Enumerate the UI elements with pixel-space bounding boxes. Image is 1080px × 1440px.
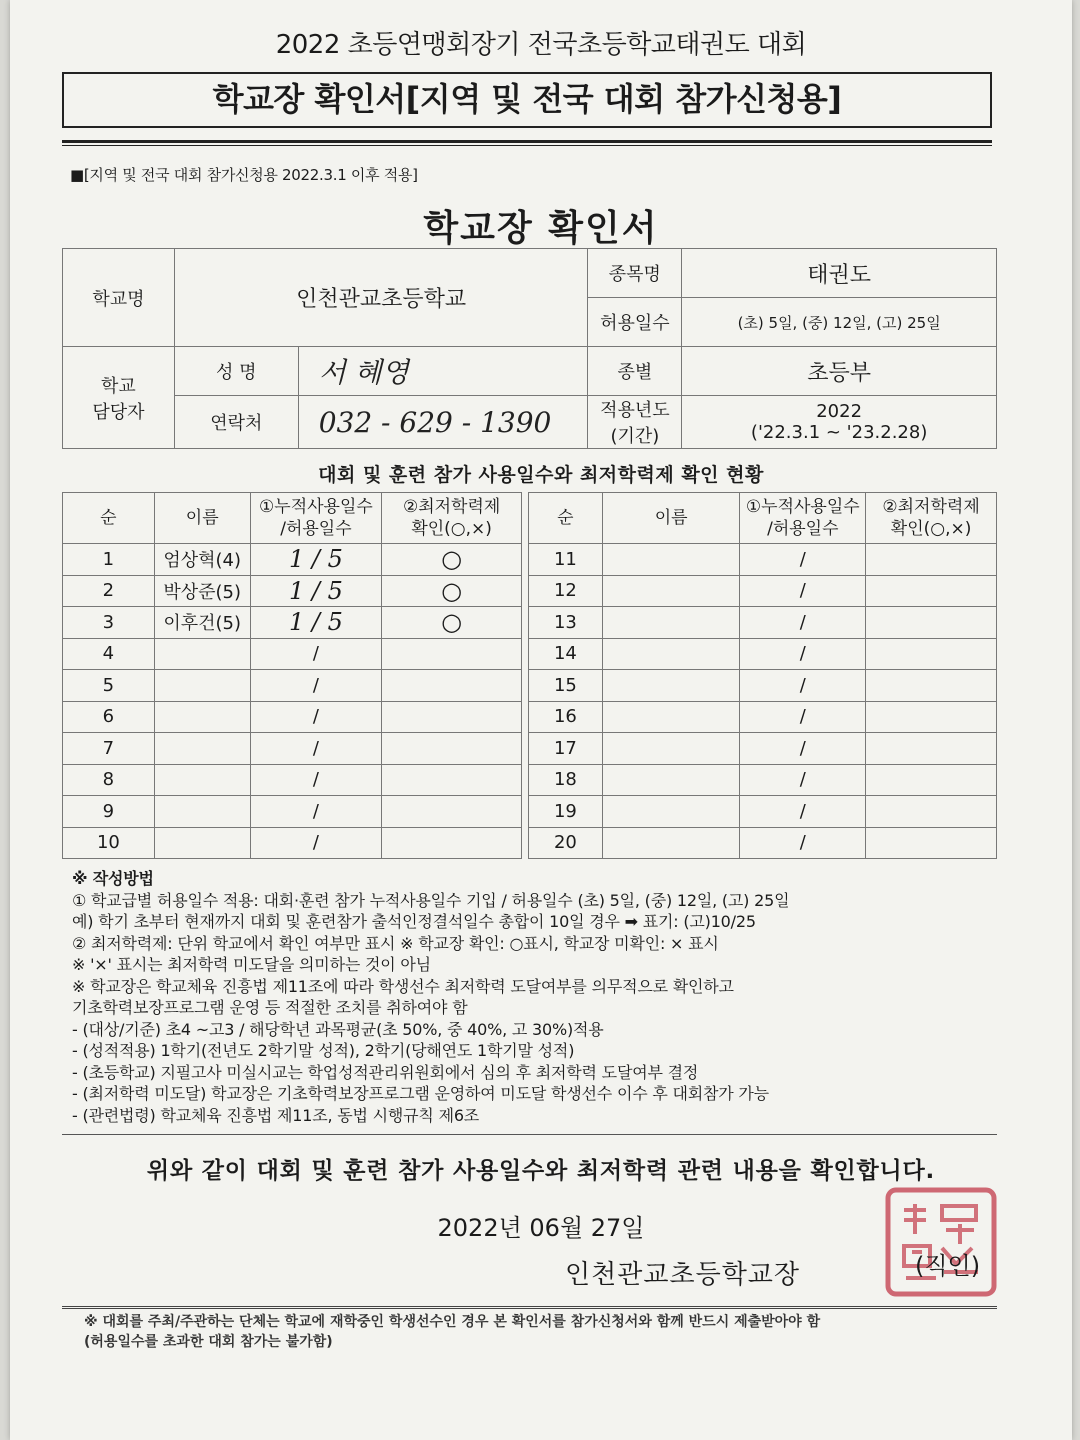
student-name [602, 670, 740, 702]
year-label-line2: (기간) [610, 426, 660, 447]
days-used: / [250, 670, 382, 702]
row-number: 3 [63, 607, 155, 639]
instruction-line: - (초등학교) 지필고사 미실시교는 학업성적관리위원회에서 심의 후 최저학력 도달여부 결정 [72, 1062, 699, 1082]
divider [62, 145, 992, 146]
min-achievement-check: ○ [382, 607, 522, 639]
year-cell [682, 396, 997, 449]
school-info-table [62, 248, 997, 449]
column-gap [522, 544, 529, 576]
instruction-line: - (성적적용) 1학기(전년도 2학기말 성적), 2학기(당해연도 1학기말 성적) [72, 1041, 575, 1060]
instruction-line: ※ 학교장은 학교체육 진흥법 제11조에 따라 학생선수 최저학력 도달여부를 의무적으로 확인하고 [72, 976, 734, 996]
instruction-line: - (대상/기준) 초4 ~고3 / 해당학년 과목평균(초 50%, 중 40%, 고 30%)적용 [72, 1019, 604, 1039]
row-number: 11 [528, 544, 602, 576]
min-achievement-check [866, 796, 997, 828]
instructions [72, 868, 1032, 1126]
row-number: 17 [528, 733, 602, 765]
column-gap [522, 670, 529, 702]
table-row [63, 764, 997, 796]
row-number: 19 [528, 796, 602, 828]
document-page [10, 0, 1072, 1440]
student-name [602, 638, 740, 670]
row-number: 4 [63, 638, 155, 670]
year-value: 2022 [816, 401, 863, 422]
row-number: 10 [63, 827, 155, 859]
min-achievement-check [382, 764, 522, 796]
days-used: 1 / 5 [250, 607, 382, 639]
instruction-line: ① 학교급별 허용일수 적용: 대회·훈련 참가 누적사용일수 기입 / 허용일수 (초) 5일, (중) 12일, (고) 25일 [72, 890, 790, 910]
column-gap [522, 607, 529, 639]
staff-label-line1: 학교 [101, 375, 136, 397]
days-used: / [740, 670, 866, 702]
student-name [602, 764, 740, 796]
row-number: 18 [528, 764, 602, 796]
column-gap [522, 733, 529, 765]
min-achievement-check [382, 701, 522, 733]
apply-note: ■[지역 및 전국 대회 참가신청용 2022.3.1 이후 적용] [70, 166, 418, 184]
min-achievement-check [866, 638, 997, 670]
row-number: 6 [63, 701, 155, 733]
footer-note [84, 1312, 1014, 1352]
days-used: / [250, 638, 382, 670]
student-name [154, 764, 250, 796]
divider [62, 140, 992, 143]
col-name: 이름 [154, 493, 250, 544]
issue-date: 2022년 06월 27일 [437, 1214, 645, 1242]
min-achievement-check [866, 701, 997, 733]
col-name: 이름 [602, 493, 740, 544]
days-used: 1 / 5 [250, 544, 382, 576]
days-used: / [740, 701, 866, 733]
min-achievement-check [382, 638, 522, 670]
confirmation-statement: 위와 같이 대회 및 훈련 참가 사용일수와 최저학력 관련 내용을 확인합니다. [146, 1158, 936, 1184]
min-achievement-check [382, 733, 522, 765]
table-row [63, 796, 997, 828]
table-row [63, 638, 997, 670]
division-label: 종별 [588, 347, 682, 396]
student-name [154, 670, 250, 702]
col-days [740, 493, 866, 544]
allowed-days-value: (초) 5일, (중) 12일, (고) 25일 [682, 298, 997, 347]
student-name [602, 544, 740, 576]
row-number: 20 [528, 827, 602, 859]
event-label: 종목명 [588, 249, 682, 298]
days-used: 1 / 5 [250, 575, 382, 607]
table-title: 대회 및 훈련 참가 사용일수와 최저학력제 확인 현황 [318, 464, 764, 486]
table-row [63, 544, 997, 576]
row-number: 16 [528, 701, 602, 733]
days-used: / [740, 607, 866, 639]
principal-name: 인천관교초등학교장 [565, 1260, 801, 1290]
year-label [588, 396, 682, 449]
min-achievement-check: ○ [382, 544, 522, 576]
contact-label: 연락처 [174, 396, 298, 449]
column-gap [522, 796, 529, 828]
col-days-line2: /허용일수 [767, 519, 839, 539]
days-used: / [250, 733, 382, 765]
student-name [602, 701, 740, 733]
table-row [63, 607, 997, 639]
column-gap [522, 638, 529, 670]
contact-handwritten: 032 - 629 - 1390 [298, 396, 588, 449]
student-name [602, 796, 740, 828]
student-name: 박상준(5) [154, 575, 250, 607]
document-title: 학교장 확인서 [423, 208, 659, 249]
seal-label: (직인) [915, 1252, 981, 1280]
min-achievement-check [866, 575, 997, 607]
instruction-line: ※ '×' 표시는 최저학력 미도달을 의미하는 것이 아님 [72, 955, 431, 974]
row-number: 5 [63, 670, 155, 702]
event-value: 태권도 [682, 249, 997, 298]
table-row [63, 701, 997, 733]
student-name [602, 733, 740, 765]
staff-label [63, 347, 175, 449]
table-row [63, 733, 997, 765]
days-used: / [740, 827, 866, 859]
row-number: 13 [528, 607, 602, 639]
staff-label-line2: 담당자 [92, 401, 145, 423]
col-min-line2: 확인(○,×) [890, 519, 972, 539]
row-number: 7 [63, 733, 155, 765]
student-name [602, 827, 740, 859]
days-used: / [250, 827, 382, 859]
min-achievement-check: ○ [382, 575, 522, 607]
days-used: / [250, 701, 382, 733]
min-achievement-check [866, 670, 997, 702]
competition-title: 2022 초등연맹회장기 전국초등학교태권도 대회 [275, 30, 807, 60]
column-gap [522, 764, 529, 796]
days-used: / [740, 575, 866, 607]
student-name: 엄상혁(4) [154, 544, 250, 576]
footer-line-1: ※ 대회를 주최/주관하는 단체는 학교에 재학중인 학생선수인 경우 본 확인서를 참가신청서와 함께 반드시 제출받아야 함 [84, 1314, 821, 1330]
main-title: 학교장 확인서[지역 및 전국 대회 참가신청용] [62, 72, 992, 128]
table-row [63, 575, 997, 607]
days-used: / [740, 733, 866, 765]
student-name [602, 607, 740, 639]
min-achievement-check [382, 827, 522, 859]
student-name [154, 827, 250, 859]
instruction-line: ② 최저학력제: 단위 학교에서 확인 여부만 표시 ※ 학교장 확인: ○표시, 학교장 미확인: × 표시 [72, 933, 719, 953]
column-gap [522, 701, 529, 733]
days-used: / [740, 764, 866, 796]
row-number: 8 [63, 764, 155, 796]
min-achievement-check [382, 670, 522, 702]
row-number: 14 [528, 638, 602, 670]
col-days-line1: ①누적사용일수 [259, 497, 373, 517]
division-value: 초등부 [682, 347, 997, 396]
participation-table [62, 492, 997, 859]
days-used: / [740, 796, 866, 828]
school-name: 인천관교초등학교 [174, 249, 588, 347]
official-seal-icon [882, 1186, 1000, 1300]
col-min-line1: ②최저학력제 [402, 497, 501, 517]
col-min [382, 493, 522, 544]
col-days-line1: ①누적사용일수 [745, 497, 860, 517]
divider [62, 1306, 997, 1309]
row-number: 9 [63, 796, 155, 828]
instruction-line: 기초학력보장프로그램 운영 등 적절한 조치를 취하여야 함 [72, 998, 468, 1017]
student-name: 이후건(5) [154, 607, 250, 639]
col-days [250, 493, 382, 544]
row-number: 1 [63, 544, 155, 576]
column-gap [522, 827, 529, 859]
col-no: 순 [528, 493, 602, 544]
col-no: 순 [63, 493, 155, 544]
min-achievement-check [866, 607, 997, 639]
period-value: ('22.3.1 ~ '23.2.28) [750, 422, 928, 443]
col-days-line2: /허용일수 [280, 519, 352, 539]
instruction-line: - (최저학력 미도달) 학교장은 기초학력보장프로그램 운영하여 미도달 학생선수 이수 후 대회참가 가능 [72, 1084, 769, 1103]
student-name [154, 796, 250, 828]
instruction-line: - (관련법령) 학교체육 진흥법 제11조, 동법 시행규칙 제6조 [72, 1105, 480, 1125]
min-achievement-check [866, 827, 997, 859]
col-min-line1: ②최저학력제 [882, 497, 980, 517]
table-row [63, 670, 997, 702]
col-min [866, 493, 997, 544]
min-achievement-check [382, 796, 522, 828]
instruction-line: 예) 학기 초부터 현재까지 대회 및 훈련참가 출석인정결석일수 총합이 10일 경우 ➡ 표기: (고)10/25 [72, 912, 756, 931]
divider [62, 1134, 997, 1135]
column-gap [522, 493, 529, 544]
student-name [602, 575, 740, 607]
school-label: 학교명 [63, 249, 175, 347]
min-achievement-check [866, 544, 997, 576]
days-used: / [250, 796, 382, 828]
student-name [154, 733, 250, 765]
year-label-line1: 적용년도 [600, 400, 670, 421]
days-used: / [250, 764, 382, 796]
row-number: 2 [63, 575, 155, 607]
table-row [63, 827, 997, 859]
row-number: 12 [528, 575, 602, 607]
days-used: / [740, 544, 866, 576]
min-achievement-check [866, 764, 997, 796]
days-used: / [740, 638, 866, 670]
student-name [154, 701, 250, 733]
col-min-line2: 확인(○,×) [411, 519, 492, 539]
min-achievement-check [866, 733, 997, 765]
column-gap [522, 575, 529, 607]
name-label: 성 명 [174, 347, 298, 396]
row-number: 15 [528, 670, 602, 702]
instructions-heading: ※ 작성방법 [72, 869, 154, 888]
student-name [154, 638, 250, 670]
footer-line-2: (허용일수를 초과한 대회 참가는 불가함) [84, 1334, 333, 1350]
allowed-days-label: 허용일수 [588, 298, 682, 347]
staff-name-handwritten: 서 혜영 [298, 347, 588, 396]
